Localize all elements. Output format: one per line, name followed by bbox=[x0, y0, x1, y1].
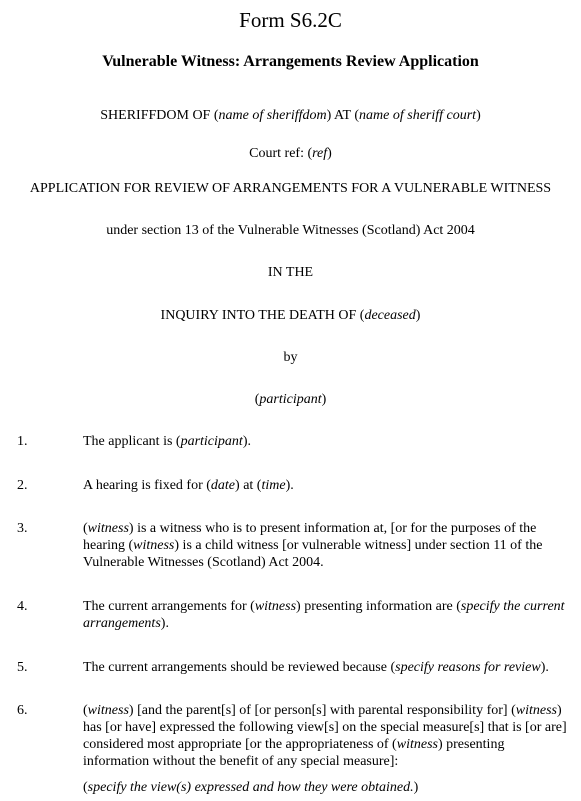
item-text: A hearing is fixed for (date) at (time). bbox=[83, 478, 294, 493]
inquiry-line: INQUIRY INTO THE DEATH OF (deceased) bbox=[160, 308, 421, 323]
item-text: (witness) [and the parent[s] of [or person[s] with parental responsibility for] (witness) has [or have] expressed the following view[s] on the special measure[s] that is [or are] considered most appropriate [or the appropriateness of (witness) presenting information without the benefit of any special measure]: bbox=[83, 703, 567, 769]
form-title: Form S6.2C bbox=[239, 8, 342, 32]
item-text: The applicant is (participant). bbox=[83, 434, 251, 449]
sheriffdom-line: SHERIFFDOM OF (name of sheriffdom) AT (name of sheriff court) bbox=[100, 108, 481, 123]
item-number: 2. bbox=[17, 478, 28, 493]
document-subtitle: Vulnerable Witness: Arrangements Review Application bbox=[102, 53, 479, 70]
item-text: (witness) is a witness who is to present information at, [or for the purposes of the hearing (witness) is a child witness [or vulnerable witness] under section 11 of the Vulnerable Witnesses (Scotland) Act 2004. bbox=[83, 521, 543, 570]
participant-line: (participant) bbox=[254, 392, 327, 407]
item-text: The current arrangements should be reviewed because (specify reasons for review). bbox=[83, 660, 549, 675]
item-number: 6. bbox=[17, 703, 28, 718]
in-the-line: IN THE bbox=[267, 265, 314, 280]
item-text: The current arrangements for (witness) presenting information are (specify the current arrangements). bbox=[83, 599, 565, 631]
item-instruction: (specify the view(s) expressed and how they were obtained.) bbox=[83, 780, 419, 795]
legislation-reference: under section 13 of the Vulnerable Witnesses (Scotland) Act 2004 bbox=[106, 223, 475, 238]
court-ref-line: Court ref: (ref) bbox=[249, 146, 332, 161]
by-line: by bbox=[283, 350, 298, 365]
item-number: 1. bbox=[17, 434, 28, 449]
application-heading: APPLICATION FOR REVIEW OF ARRANGEMENTS FOR A VULNERABLE WITNESS bbox=[29, 181, 552, 196]
item-number: 5. bbox=[17, 660, 28, 675]
item-number: 3. bbox=[17, 521, 28, 536]
item-number: 4. bbox=[17, 599, 28, 614]
